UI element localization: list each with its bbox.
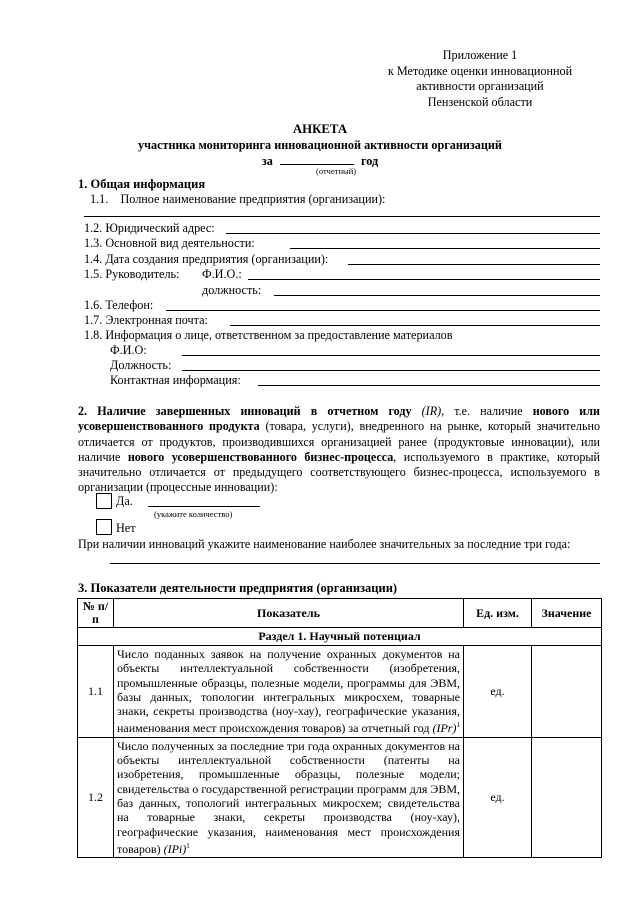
col-value: Значение <box>532 599 602 628</box>
head-fio-input[interactable] <box>248 279 600 280</box>
field-label-creation-date: 1.4. Дата создания предприятия (организации): <box>84 252 329 266</box>
appendix-line: Приложение 1 <box>442 48 518 62</box>
responsible-contact-input[interactable] <box>258 385 600 386</box>
ir-symbol: (IR) <box>421 404 442 418</box>
section2-bold-product: нового или усовершенствованного продукта <box>78 404 600 434</box>
reporting-hint: (отчетный) <box>316 166 357 176</box>
innovation-names-input[interactable] <box>110 563 600 564</box>
responsible-fio-input[interactable] <box>182 355 600 356</box>
field-label-head-position: должность: <box>202 283 262 297</box>
section2-text: , т.е. наличие <box>441 404 533 418</box>
field-label-legal-address: 1.2. Юридический адрес: <box>84 221 215 235</box>
head-position-input[interactable] <box>274 295 600 296</box>
innovation-names-prompt: При наличии инноваций укажите наименование наиболее значительных за последние три года: <box>78 537 571 551</box>
section-row-title: Раздел 1. Научный потенциал <box>78 628 602 646</box>
field-label-activity: 1.3. Основной вид деятельности: <box>84 236 255 250</box>
field-label-head: 1.5. Руководитель: <box>84 267 180 281</box>
row-footnote: 1 <box>456 721 460 730</box>
section2-text: , используемого в практике, который значительно отличается от предыдущего соответствующего бизнес-процесса, используемого в организации (процессные инновации): <box>78 449 600 495</box>
row-unit: ед. <box>464 737 532 857</box>
phone-input[interactable] <box>166 310 600 311</box>
innovation-count-input[interactable] <box>148 506 260 507</box>
yes-checkbox[interactable] <box>96 493 112 509</box>
legal-address-input[interactable] <box>226 233 600 234</box>
form-title: АНКЕТА <box>292 122 348 136</box>
indicators-table <box>77 598 602 858</box>
row-indicator <box>114 737 464 857</box>
col-unit: Ед. изм. <box>464 599 532 628</box>
appendix-line: активности организаций <box>416 79 544 94</box>
row-num: 1.1 <box>78 646 114 738</box>
appendix-note <box>380 48 580 110</box>
table-row <box>78 646 602 738</box>
full-name-input[interactable] <box>84 216 600 217</box>
activity-input[interactable] <box>290 248 600 249</box>
creation-date-input[interactable] <box>348 264 600 265</box>
col-indicator: Показатель <box>114 599 464 628</box>
year-input[interactable] <box>280 154 354 165</box>
section2-paragraph <box>78 404 600 496</box>
responsible-position-input[interactable] <box>182 370 600 371</box>
row-symbol: (IPi) <box>163 841 187 856</box>
row-unit: ед. <box>464 646 532 738</box>
row-value-input[interactable] <box>532 737 602 857</box>
field-label-responsible: 1.8. Информация о лице, ответственном за предоставление материалов <box>84 328 453 342</box>
row-footnote: 1 <box>186 841 190 850</box>
row-indicator-text: Число полученных за последние три года охранных документов на объекты интеллектуальной собственности (патенты на изобретения, промышленные образцы, полезные модели; свидетельства о государственной регистрации программ для ЭВМ, баз данных, топологий интегральных микросхем; свидетельства на товарные знаки, секреты производства (ноу-хау), географические указания, наименования мест происхождения товаров) <box>117 738 460 856</box>
field-label-email: 1.7. Электронная почта: <box>84 313 208 327</box>
section2-text: (товара, услуги), внедренного на рынке, который значительно отличается от продуктов, производившихся организацией ранее (продуктовые инновации), или наличие <box>78 419 600 464</box>
field-label-responsible-fio: Ф.И.О: <box>110 343 147 357</box>
section2-bold-process: нового усовершенствованного бизнес-процесса <box>127 449 394 464</box>
row-indicator-text: Число поданных заявок на получение охранных документов на объекты интеллектуальной собственности (изобретения, промышленные образцы, полезные модели, программы для ЭВМ, базы данных, топологии интегральных микросхем, товарные знаки, секреты производства (ноу-хау), географические указания, наименования мест происхождения товаров) за отчетный год <box>117 647 460 736</box>
no-label: Нет <box>116 521 136 535</box>
appendix-line: Пензенской области <box>427 94 533 109</box>
form-subtitle: участника мониторинга инновационной активности организаций <box>138 138 502 152</box>
for-label: за <box>261 154 273 168</box>
row-indicator <box>114 646 464 738</box>
field-label-responsible-contact: Контактная информация: <box>110 373 241 387</box>
section2-heading: 2. Наличие завершенных инноваций в отчетном году <box>78 404 412 418</box>
field-label-full-name: 1.1. Полное наименование предприятия (организации): <box>90 192 386 206</box>
field-label-head-fio: Ф.И.О.: <box>202 267 242 281</box>
table-header-row <box>78 599 602 628</box>
appendix-line: к Методике оценки инновационной <box>387 63 573 78</box>
col-num: № п/п <box>78 599 114 628</box>
section-row <box>78 628 602 646</box>
count-hint: (укажите количество) <box>154 509 233 519</box>
row-value-input[interactable] <box>532 646 602 738</box>
field-label-phone: 1.6. Телефон: <box>84 298 154 312</box>
year-label: год <box>360 154 379 168</box>
yes-label: Да. <box>116 494 133 508</box>
section1-heading: 1. Общая информация <box>78 177 206 191</box>
email-input[interactable] <box>230 325 600 326</box>
table-row <box>78 737 602 857</box>
no-checkbox[interactable] <box>96 519 112 535</box>
row-num: 1.2 <box>78 737 114 857</box>
row-symbol: (IPr) <box>432 721 457 736</box>
section3-heading: 3. Показатели деятельности предприятия (организации) <box>78 581 398 595</box>
field-label-responsible-position: Должность: <box>110 358 172 372</box>
